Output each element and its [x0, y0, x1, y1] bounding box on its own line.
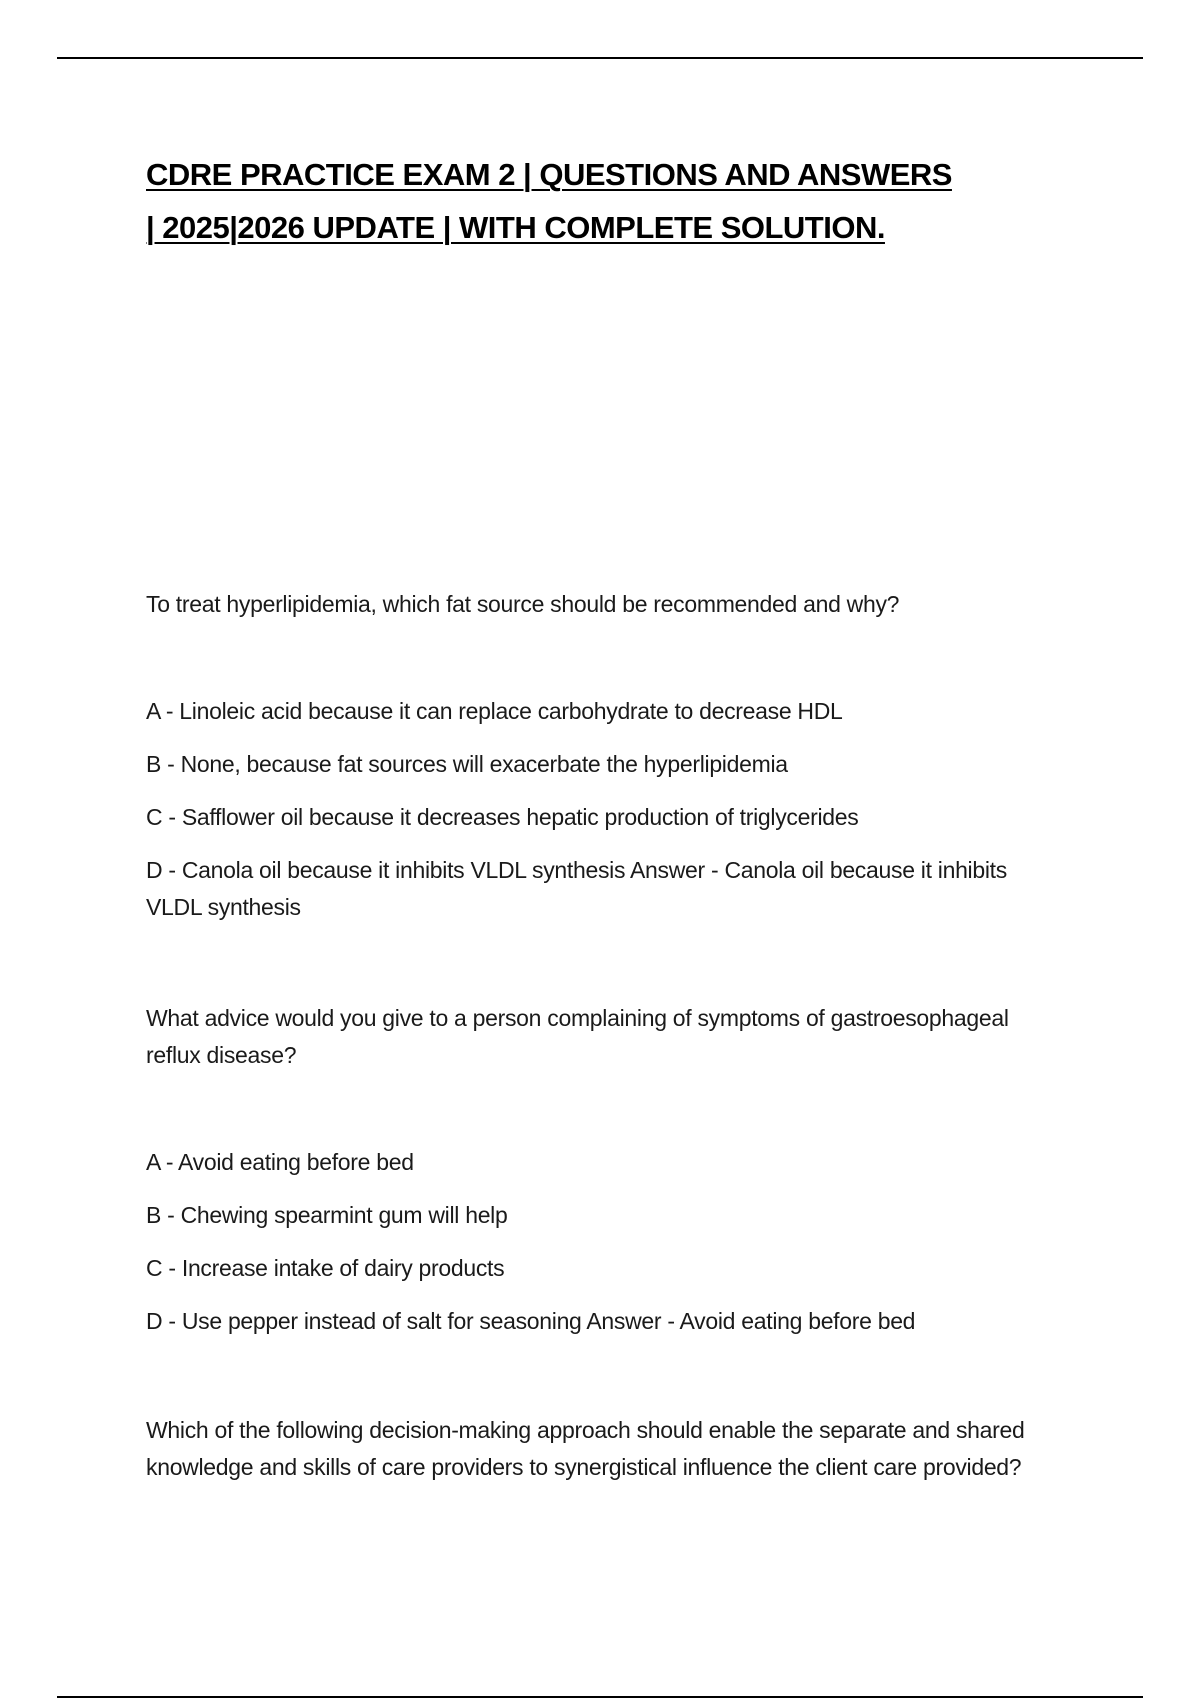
document-title — [146, 148, 1066, 254]
document-title-line-2: | 2025|2026 UPDATE | WITH COMPLETE SOLUTION. — [146, 210, 885, 245]
top-rule — [57, 57, 1143, 59]
document-title-line-1: CDRE PRACTICE EXAM 2 | QUESTIONS AND ANSWERS — [146, 157, 952, 192]
question-2-text: What advice would you give to a person complaining of symptoms of gastroesophageal reflux disease? — [146, 1005, 1009, 1068]
question-1-option-d-with-answer: D - Canola oil because it inhibits VLDL synthesis Answer - Canola oil because it inhibits VLDL synthesis — [146, 857, 1007, 920]
question-3 — [146, 1412, 1066, 1486]
question-2 — [146, 1000, 1066, 1340]
question-3-text: Which of the following decision-making approach should enable the separate and shared knowledge and skills of care providers to synergistical influence the client care provided? — [146, 1417, 1025, 1480]
page-header — [146, 148, 1066, 254]
question-2-options — [146, 1144, 1066, 1340]
question-1-text: To treat hyperlipidemia, which fat source should be recommended and why? — [146, 591, 900, 617]
question-1 — [146, 586, 1066, 926]
question-2-option-c: C - Increase intake of dairy products — [146, 1255, 505, 1281]
question-1-options — [146, 693, 1066, 926]
question-1-option-c: C - Safflower oil because it decreases hepatic production of triglycerides — [146, 804, 859, 830]
bottom-rule — [57, 1696, 1143, 1698]
question-2-option-a: A - Avoid eating before bed — [146, 1149, 414, 1175]
question-1-option-b: B - None, because fat sources will exacerbate the hyperlipidemia — [146, 751, 788, 777]
question-2-option-b: B - Chewing spearmint gum will help — [146, 1202, 508, 1228]
question-1-option-a: A - Linoleic acid because it can replace carbohydrate to decrease HDL — [146, 698, 843, 724]
question-2-option-d-with-answer: D - Use pepper instead of salt for seasoning Answer - Avoid eating before bed — [146, 1308, 916, 1334]
